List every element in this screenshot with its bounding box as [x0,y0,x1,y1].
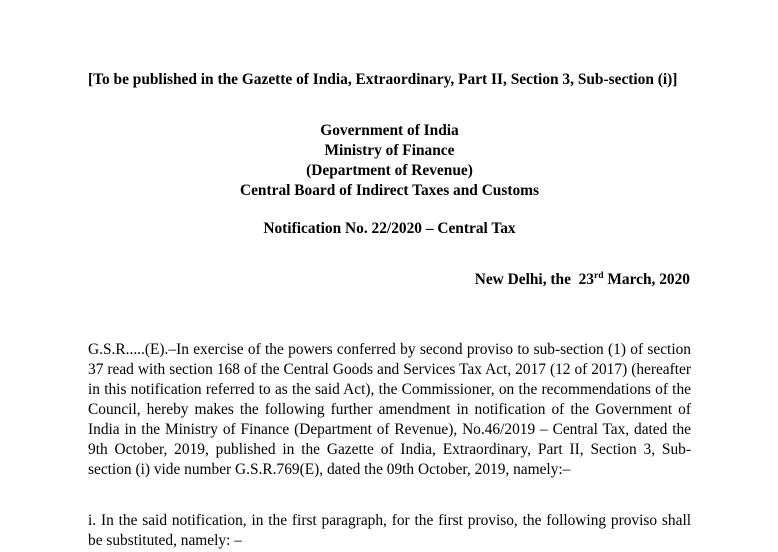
header-government: Government of India [320,122,459,139]
date-prefix: New Delhi, the 23 [474,271,594,288]
gazette-publication-note: [To be published in the Gazette of India, Extraordinary, Part II, Section 3, Sub-section (i)] [88,71,678,88]
date-line [475,270,690,292]
header-board: Central Board of Indirect Taxes and Customs [239,182,539,199]
header-department: (Department of Revenue) [306,162,473,179]
notification-number: Notification No. 22/2020 – Central Tax [263,220,516,237]
date-suffix: March, 2020 [603,271,690,288]
header-ministry: Ministry of Finance [324,142,455,159]
preamble-paragraph: G.S.R.....(E).–In exercise of the powers conferred by second proviso to sub-section (1) of section 37 read with section 168 of the Central Goods and Services Tax Act, 2017 (12 of 2017) (hereafter in this notification referred to as the said Act), the Commissioner, on the recommendations of the Council, hereby makes the following further amendment in notification of the Government of India in the Ministry of Finance (Department of Revenue), No.46/2019 – Central Tax, dated the 9th October, 2019, published in the Gazette of India, Extraordinary, Part II, Section 3, Sub-section (i) vide number G.S.R.769(E), dated the 09th October, 2019, namely:– [88,341,691,478]
amendment-item-i: i. In the said notification, in the first paragraph, for the first proviso, the following proviso shall be substituted, namely: – [88,512,691,549]
issuing-authority-header [88,121,691,201]
date-ordinal-suffix: rd [594,271,604,281]
